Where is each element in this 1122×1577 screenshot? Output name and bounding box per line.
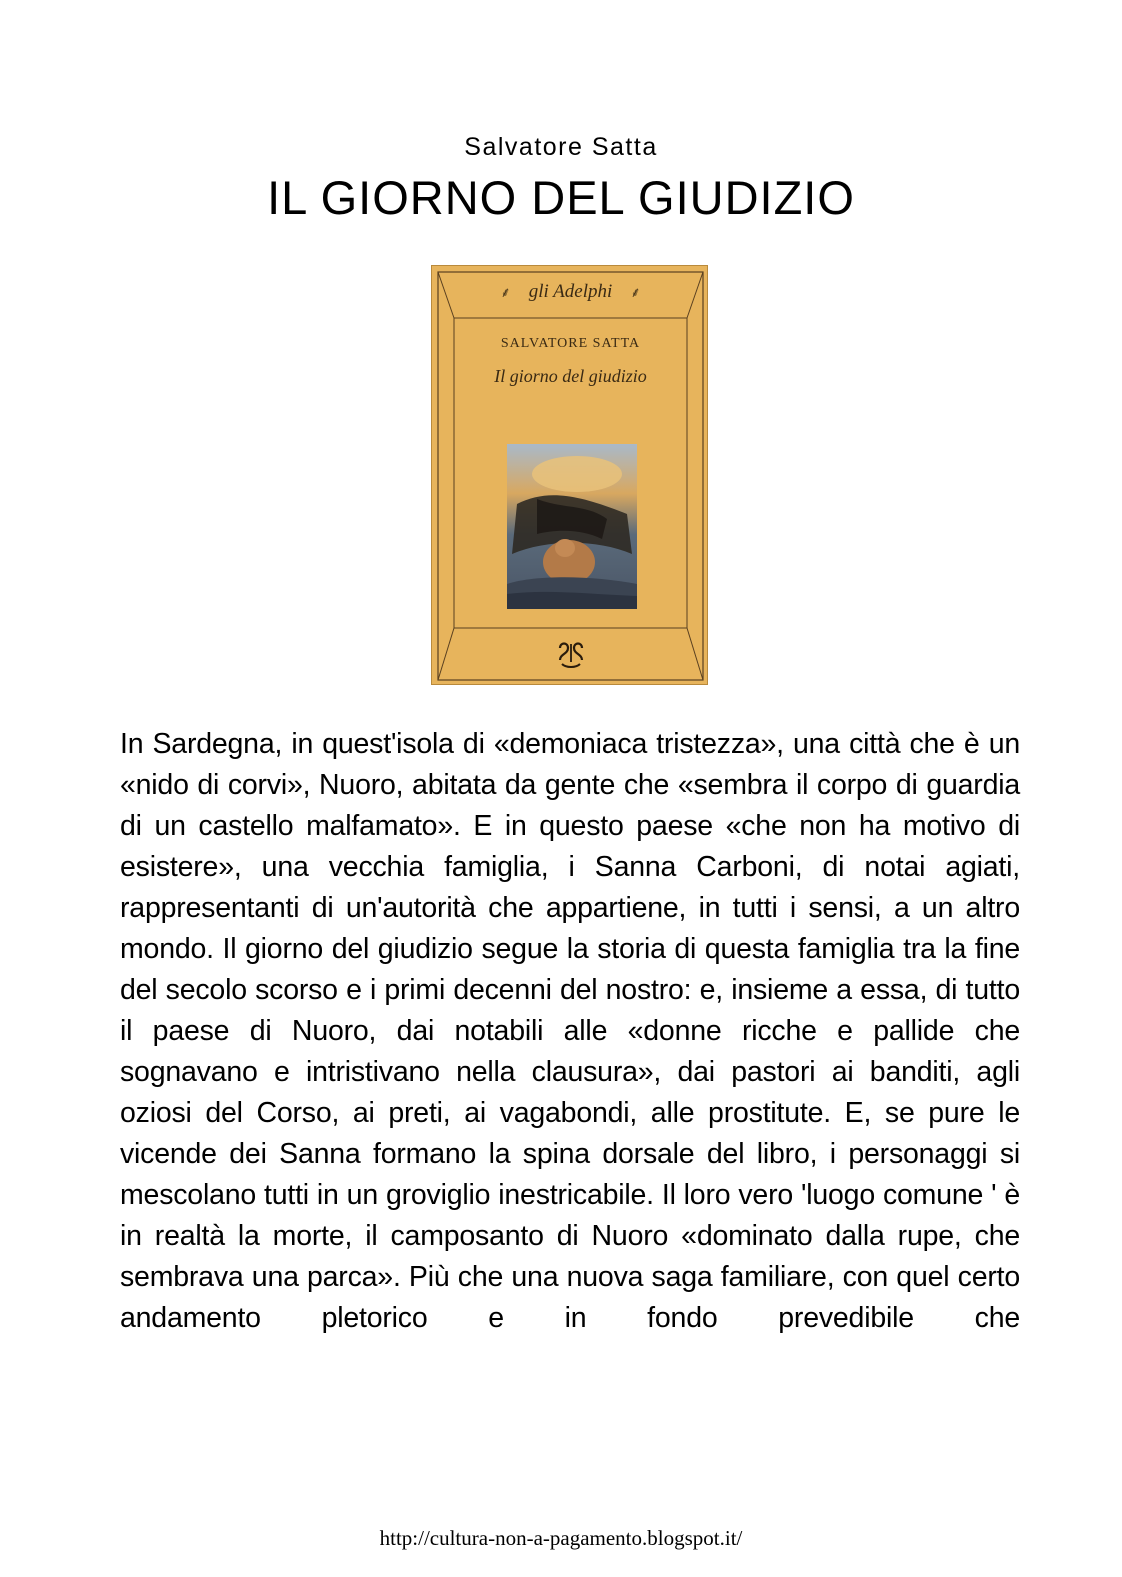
cover-author: SALVATORE SATTA [500, 336, 641, 351]
adelphi-logo-icon [554, 638, 588, 670]
book-title: IL GIORNO DEL GIUDIZIO [267, 171, 855, 224]
publisher-ornament-icon: ⸙ [500, 286, 511, 301]
book-description: In Sardegna, in quest'isola di «demoniaca tristezza», una città che è un «nido di corvi», Nuoro, abitata da gente che «sembra il corpo di guardia di un castello malfamato». E in questo paese «che non ha motivo di esistere», una vecchia famiglia, i Sanna Carboni, di notai agiati, rappresentanti di un'autorità che appartiene, in tutti i sensi, a un altro mondo. Il giorno del giudizio segue la storia di questa famiglia tra la fine del secolo scorso e i primi decenni del nostro: e, insieme a essa, di tutto il paese di Nuoro, dai notabili alle «donne ricche e pallide che sognavano e intristivano nella clausura», dai pastori ai banditi, agli oziosi del Corso, ai preti, ai vagabondi, alle prostitute. E, se pure le vicende dei Sanna formano la spina dorsale del libro, i personaggi si mescolano tutti in un groviglio inestricabile. Il loro vero 'luogo comune ' è in realtà la morte, il camposanto di Nuoro «dominato dalla rupe, che sembrava una parca». Più che una nuova saga familiare, con quel certo andamento pletorico e in fondo prevedibile che [120, 728, 1020, 1334]
book-cover [431, 265, 708, 685]
cover-title: Il giorno del giudizio [494, 366, 647, 386]
cover-painting [507, 444, 637, 609]
footer-url: http://cultura-non-a-pagamento.blogspot.it/ [379, 1526, 743, 1550]
cover-publisher-label: gli Adelphi [528, 281, 613, 302]
cover-publisher [432, 281, 708, 303]
publisher-ornament-icon: ⸙ [630, 286, 641, 301]
book-author: Salvatore Satta [464, 133, 658, 161]
